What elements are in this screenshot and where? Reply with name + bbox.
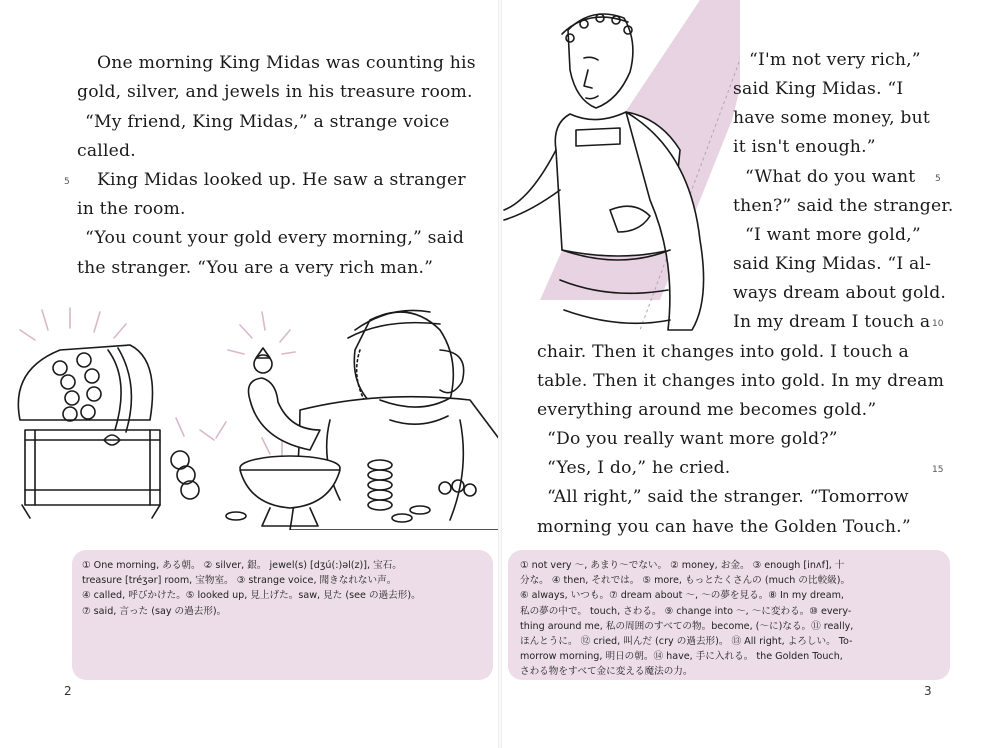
note-line: ④ called, 呼びかけた。⑤ looked up, 見上げた。saw, 見た (see の過去形)。: [82, 590, 421, 602]
vocabulary-notes-left: [72, 550, 493, 680]
story-line: “I want more gold,”: [745, 225, 921, 245]
stranger-figure-illustration: [500, 0, 740, 340]
story-line: “All right,” said the stranger. “Tomorrow: [547, 487, 909, 507]
story-line: “My friend, King Midas,” a strange voice: [85, 112, 450, 132]
right-page: [500, 0, 1000, 748]
story-line: “Do you really want more gold?”: [547, 429, 838, 449]
story-line: chair. Then it changes into gold. I touch a: [537, 342, 909, 362]
line-number: 10: [932, 319, 944, 329]
note-line: 分な。 ④ then, それでは。 ⑤ more, もっとたくさんの (much の比較級)。: [520, 575, 851, 587]
vocabulary-notes-right: [508, 550, 950, 680]
story-line: said King Midas. “I al-: [733, 254, 932, 274]
line-number: 5: [64, 177, 70, 187]
story-line: In my dream I touch a: [733, 312, 931, 332]
story-line: King Midas looked up. He saw a stranger: [97, 170, 466, 190]
story-line: One morning King Midas was counting his: [97, 53, 476, 73]
line-number: 5: [935, 174, 941, 184]
note-line: 私の夢の中で。 touch, さわる。 ⑨ change into ～, ～に変わる。⑩ every-: [520, 605, 852, 617]
page-number-right: 3: [924, 684, 932, 698]
story-line: gold, silver, and jewels in his treasure room.: [77, 82, 473, 102]
story-line: “What do you want: [745, 167, 916, 187]
story-line: “I'm not very rich,”: [749, 50, 921, 70]
note-line: ⑥ always, いつも。⑦ dream about ～, ～の夢を見る。⑧ In my dream,: [520, 590, 844, 602]
story-line: said King Midas. “I: [733, 79, 904, 99]
line-number: 15: [932, 465, 944, 475]
note-line: ① One morning, ある朝。 ② silver, 銀。 jewel(s) [dʒú(:)əl(z)], 宝石。: [82, 560, 402, 571]
story-line: have some money, but: [733, 108, 930, 128]
king-midas-with-treasure-illustration: [0, 290, 500, 530]
note-line: treasure [tréʒər] room, 宝物室。 ③ strange voice, 聞きなれない声。: [82, 575, 397, 587]
note-line: ① not very ～, あまり～でない。 ② money, お金。 ③ enough [inʌf], 十: [520, 560, 845, 571]
story-line: called.: [77, 141, 136, 161]
story-line: table. Then it changes into gold. In my dream: [537, 371, 945, 391]
page-number-left: 2: [64, 684, 72, 698]
note-line: ⑦ said, 言った (say の過去形)。: [82, 605, 227, 617]
story-line: the stranger. “You are a very rich man.”: [77, 258, 434, 278]
story-line: in the room.: [77, 199, 186, 219]
story-line: ways dream about gold.: [733, 283, 947, 303]
story-line: everything around me becomes gold.”: [537, 400, 877, 420]
story-line: morning you can have the Golden Touch.”: [537, 517, 911, 537]
note-line: さわる物をすべて金に変える魔法の力。: [520, 666, 693, 678]
note-line: morrow morning, 明日の朝。⑭ have, 手に入れる。 the Golden Touch,: [520, 651, 843, 663]
note-line: ほんとうに。 ⑫ cried, 叫んだ (cry の過去形)。 ⑬ All right, よろしい。 To-: [520, 636, 853, 648]
story-line: then?” said the stranger.: [733, 196, 954, 216]
story-line: “You count your gold every morning,” said: [85, 228, 465, 248]
story-line: it isn't enough.”: [733, 137, 876, 157]
note-line: thing around me, 私の周囲のすべての物。become, (～に)なる。⑪ really,: [520, 620, 854, 632]
story-line: “Yes, I do,” he cried.: [547, 458, 731, 478]
